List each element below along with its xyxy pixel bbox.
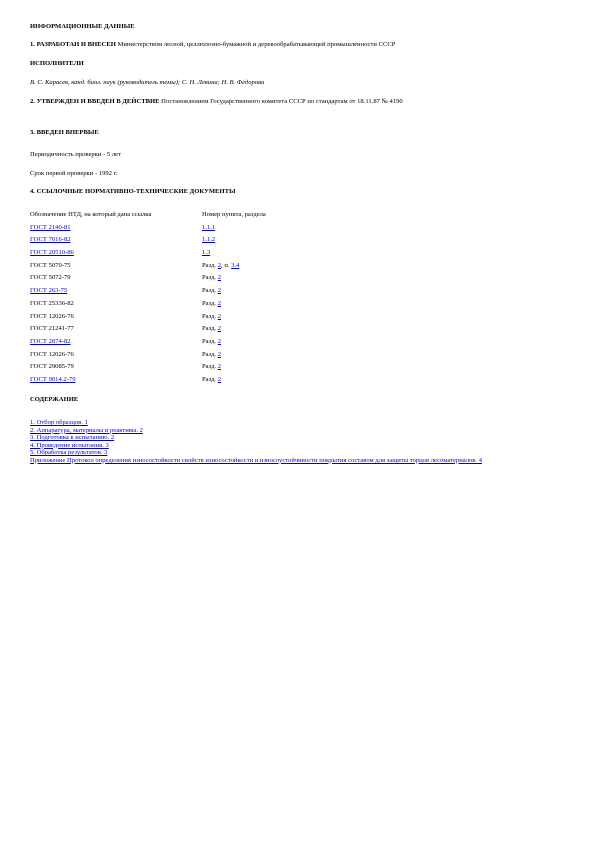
document-link[interactable]: ГОСТ 263-75 xyxy=(30,287,68,295)
section-cell xyxy=(202,363,266,376)
section-1-heading: 1. РАЗРАБОТАН И ВНЕСЕН xyxy=(30,41,116,48)
table-row xyxy=(30,236,266,249)
document-cell xyxy=(30,287,202,300)
periodicity-text: Периодичность проверки - 5 лет xyxy=(30,151,121,158)
document-name: ГОСТ 5072-79 xyxy=(30,274,71,282)
contents-list xyxy=(30,419,565,464)
section-separator: , п. xyxy=(221,261,232,269)
section-link[interactable]: 2 xyxy=(217,274,222,282)
table-row xyxy=(30,351,266,364)
section-prefix: Разд. xyxy=(202,299,218,307)
document-link[interactable]: ГОСТ 2874-82 xyxy=(30,337,71,345)
document-name: ГОСТ 21241-77 xyxy=(30,325,74,333)
section-link[interactable]: 2 xyxy=(217,375,222,383)
contents-link[interactable]: 2. Аппаратура, материалы и реактивы. 2 xyxy=(30,426,143,434)
document-cell xyxy=(30,262,202,275)
section-3-heading: 3. ВВЕДЕН ВПЕРВЫЕ xyxy=(30,129,99,136)
document-name: ГОСТ 12026-76 xyxy=(30,350,74,358)
contents-item xyxy=(30,442,565,450)
section-link[interactable]: 2 xyxy=(217,350,222,358)
executors-heading: ИСПОЛНИТЕЛИ xyxy=(30,60,84,67)
section-link[interactable]: 2 xyxy=(217,299,222,307)
contents-item xyxy=(30,449,565,457)
document-cell xyxy=(30,363,202,376)
references-table xyxy=(30,211,266,389)
section-link[interactable]: 2 xyxy=(217,363,222,371)
table-row xyxy=(30,363,266,376)
info-heading: ИНФОРМАЦИОННЫЕ ДАННЫЕ xyxy=(30,23,135,30)
document-cell xyxy=(30,224,202,237)
section-link[interactable]: 1.1.2 xyxy=(202,236,216,244)
document-cell xyxy=(30,376,202,389)
document-cell xyxy=(30,338,202,351)
section-2-text: Постановлением Государственного комитета СССР по стандартам от 18.11.87 № 4190 xyxy=(159,98,403,105)
contents-item xyxy=(30,434,565,442)
section-cell xyxy=(202,262,266,275)
section-cell xyxy=(202,300,266,313)
document-name: ГОСТ 5070-75 xyxy=(30,261,71,269)
section-1 xyxy=(30,41,565,49)
section-prefix: Разд. xyxy=(202,337,218,345)
section-prefix: Разд. xyxy=(202,261,218,269)
section-link[interactable]: 2 xyxy=(217,261,222,269)
table-row xyxy=(30,338,266,351)
contents-item xyxy=(30,457,565,465)
section-link[interactable]: 2 xyxy=(217,325,222,333)
contents-item xyxy=(30,419,565,427)
first-check-text: Срок первой проверки - 1992 г. xyxy=(30,170,118,177)
column-header-section: Номер пункта, раздела xyxy=(202,211,266,218)
table-row xyxy=(30,249,266,262)
document-cell xyxy=(30,313,202,326)
contents-link[interactable]: Приложение Протокол определения износостойкости свойств износостойкости и износоустойчивости покрытия составом для защиты торцов лесоматериалов. 4 xyxy=(30,456,483,464)
section-prefix: Разд. xyxy=(202,350,218,358)
table-row xyxy=(30,325,266,338)
document-cell xyxy=(30,351,202,364)
document-cell xyxy=(30,236,202,249)
document-cell xyxy=(30,249,202,262)
section-cell xyxy=(202,287,266,300)
table-row xyxy=(30,376,266,389)
section-link[interactable]: 2 xyxy=(217,337,222,345)
contents-item xyxy=(30,427,565,435)
section-cell xyxy=(202,249,266,262)
table-row xyxy=(30,287,266,300)
document-cell xyxy=(30,274,202,287)
references-table-header xyxy=(30,211,266,224)
contents-link[interactable]: 1. Отбор образцов. 1 xyxy=(30,419,88,426)
section-cell xyxy=(202,351,266,364)
section-cell xyxy=(202,224,266,237)
table-row xyxy=(30,300,266,313)
table-row xyxy=(30,274,266,287)
contents-link[interactable]: 4. Проведение испытания. 3 xyxy=(30,441,109,449)
column-header-document: Обозначение НТД, на который дана ссылка xyxy=(30,211,152,218)
contents-link[interactable]: 5. Обработка результатов. 3 xyxy=(30,449,108,457)
executors-text: В. С. Карасев, канд. биол. наук (руководитель темы); С. Н. Левина; Н. В. Федорова xyxy=(30,79,265,86)
document-name: ГОСТ 25336-82 xyxy=(30,299,74,307)
section-cell xyxy=(202,313,266,326)
section-link[interactable]: 2 xyxy=(217,287,222,295)
section-cell xyxy=(202,236,266,249)
section-link[interactable]: 3.4 xyxy=(231,261,240,269)
section-prefix: Разд. xyxy=(202,312,218,320)
table-row xyxy=(30,313,266,326)
section-prefix: Разд. xyxy=(202,325,218,333)
section-cell xyxy=(202,274,266,287)
section-link[interactable]: 1.3 xyxy=(202,249,211,257)
document-cell xyxy=(30,325,202,338)
section-prefix: Разд. xyxy=(202,274,218,282)
section-2-heading: 2. УТВЕРЖДЕН И ВВЕДЕН В ДЕЙСТВИЕ xyxy=(30,98,160,105)
document-link[interactable]: ГОСТ 2140-81 xyxy=(30,223,71,231)
document-link[interactable]: ГОСТ 20510-86 xyxy=(30,249,74,257)
section-cell xyxy=(202,376,266,389)
document-link[interactable]: ГОСТ 7016-82 xyxy=(30,236,71,244)
contents-link[interactable]: 3. Подготовка к испытанию. 2 xyxy=(30,434,115,442)
section-2 xyxy=(30,98,550,106)
section-link[interactable]: 1.1.1 xyxy=(202,223,216,231)
section-cell xyxy=(202,338,266,351)
document-link[interactable]: ГОСТ 9014.2-79 xyxy=(30,375,76,383)
section-cell xyxy=(202,325,266,338)
document-name: ГОСТ 29085-79 xyxy=(30,363,74,371)
table-row xyxy=(30,224,266,237)
section-4-heading: 4. ССЫЛОЧНЫЕ НОРМАТИВНО-ТЕХНИЧЕСКИЕ ДОКУМЕНТЫ xyxy=(30,188,236,195)
section-prefix: Разд. xyxy=(202,363,218,371)
section-prefix: Разд. xyxy=(202,375,218,383)
section-link[interactable]: 2 xyxy=(217,312,222,320)
section-prefix: Разд. xyxy=(202,287,218,295)
document-cell xyxy=(30,300,202,313)
document-name: ГОСТ 12026-76 xyxy=(30,312,74,320)
table-row xyxy=(30,262,266,275)
contents-heading: СОДЕРЖАНИЕ xyxy=(30,396,79,403)
section-1-text: Министерством лесной, целлюлозно-бумажной и деревообрабатывающей промышленности СССР xyxy=(115,41,396,48)
